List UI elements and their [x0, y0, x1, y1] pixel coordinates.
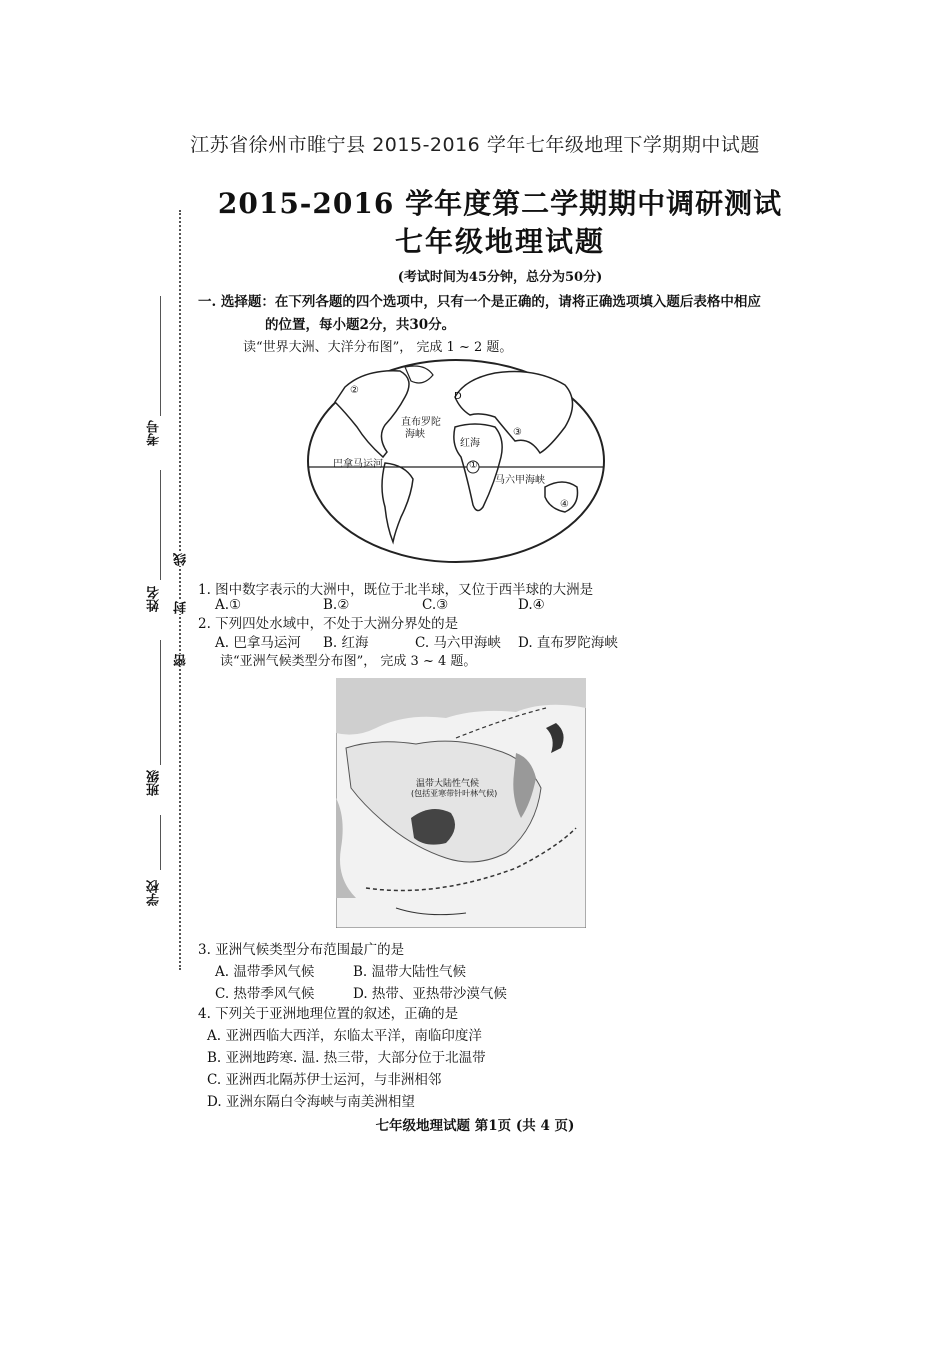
banji-label: 班级	[147, 770, 162, 796]
xingming-label: 姓名	[147, 586, 162, 612]
continent-marker-4: ④	[560, 499, 569, 510]
question-2-option-c: C. 马六甲海峡	[415, 635, 501, 651]
question-2-option-d: D. 直布罗陀海峡	[518, 635, 618, 651]
continent-marker-2: ②	[350, 385, 359, 396]
subarctic-label: (包括亚寒带针叶林气候)	[411, 789, 498, 798]
question-3-option-c: C. 热带季风气候	[215, 986, 315, 1002]
gibraltar-label-line1: 直布罗陀	[401, 417, 441, 428]
question-3-option-a: A. 温带季风气候	[215, 964, 315, 980]
asia-climate-map	[336, 678, 586, 928]
banji-write-line	[160, 640, 161, 765]
continent-marker-3: ③	[513, 427, 522, 438]
question-3-option-d: D. 热带、亚热带沙漠气候	[353, 986, 507, 1002]
section1-instructions-line2: 的位置，每小题2分，共30分。	[265, 317, 456, 333]
exam-title-line1: 2015-2016 学年度第二学期期中调研测试	[217, 187, 783, 220]
kaohao-write-line	[160, 296, 161, 416]
temperate-continental-label: 温带大陆性气候	[416, 779, 480, 789]
exam-title-line2: 七年级地理试题	[394, 225, 605, 258]
malacca-strait-label: 马六甲海峡	[495, 475, 545, 486]
read-instruction-asia-map: 读“亚洲气候类型分布图”， 完成 3 ~ 4 题。	[220, 654, 477, 669]
section1-instructions-line1: 一. 选择题：在下列各题的四个选项中，只有一个是正确的，请将正确选项填入题后表格中相应	[198, 294, 761, 310]
question-4-option-c: C. 亚洲西北隔苏伊士运河，与非洲相邻	[207, 1072, 442, 1088]
gibraltar-label-line2: 海峡	[405, 429, 425, 440]
question-4-stem: 4. 下列关于亚洲地理位置的叙述，正确的是	[198, 1006, 459, 1022]
panama-canal-label: 巴拿马运河	[333, 459, 383, 470]
xian-label: 线	[174, 553, 189, 566]
question-4-option-b: B. 亚洲地跨寒. 温. 热三带，大部分位于北温带	[207, 1050, 486, 1066]
xuexiao-write-line	[160, 815, 161, 870]
page-footer: 七年级地理试题 第1页 (共 4 页)	[375, 1118, 575, 1134]
feng-label: 封	[174, 601, 189, 614]
xuexiao-label: 学校	[147, 880, 162, 906]
world-continents-oceans-map	[305, 357, 607, 565]
kaohao-label: 考号	[147, 420, 162, 446]
document-source-title: 江苏省徐州市睢宁县 2015-2016 学年七年级地理下学期期中试题	[190, 134, 760, 156]
question-2-option-a: A. 巴拿马运河	[215, 635, 301, 651]
question-2-option-b: B. 红海	[323, 635, 369, 651]
read-instruction-world-map: 读“世界大洲、大洋分布图”， 完成 1 ~ 2 题。	[243, 340, 513, 355]
exam-info: (考试时间为45分钟，总分为50分)	[397, 270, 603, 285]
question-1-option-c: C.③	[422, 597, 449, 613]
question-3-stem: 3. 亚洲气候类型分布范围最广的是	[198, 942, 405, 958]
red-sea-label: 红海	[460, 438, 480, 449]
question-3-option-b: B. 温带大陆性气候	[353, 964, 467, 980]
xingming-write-line	[160, 470, 161, 580]
binding-dotted-line	[179, 210, 181, 970]
continent-marker-1: ①	[469, 460, 478, 471]
question-1-stem: 1. 图中数字表示的大洲中，既位于北半球，又位于西半球的大洲是	[198, 582, 594, 598]
question-1-option-a: A.①	[215, 597, 242, 613]
question-4-option-a: A. 亚洲西临大西洋，东临太平洋，南临印度洋	[207, 1028, 482, 1044]
question-1-option-b: B.②	[323, 597, 350, 613]
question-2-stem: 2. 下列四处水域中，不处于大洲分界处的是	[198, 616, 459, 632]
question-4-option-d: D. 亚洲东隔白令海峡与南美洲相望	[207, 1094, 415, 1110]
mi-label: 密	[174, 654, 189, 667]
question-1-option-d: D.④	[518, 597, 545, 613]
marker-d-label: D	[454, 391, 462, 402]
